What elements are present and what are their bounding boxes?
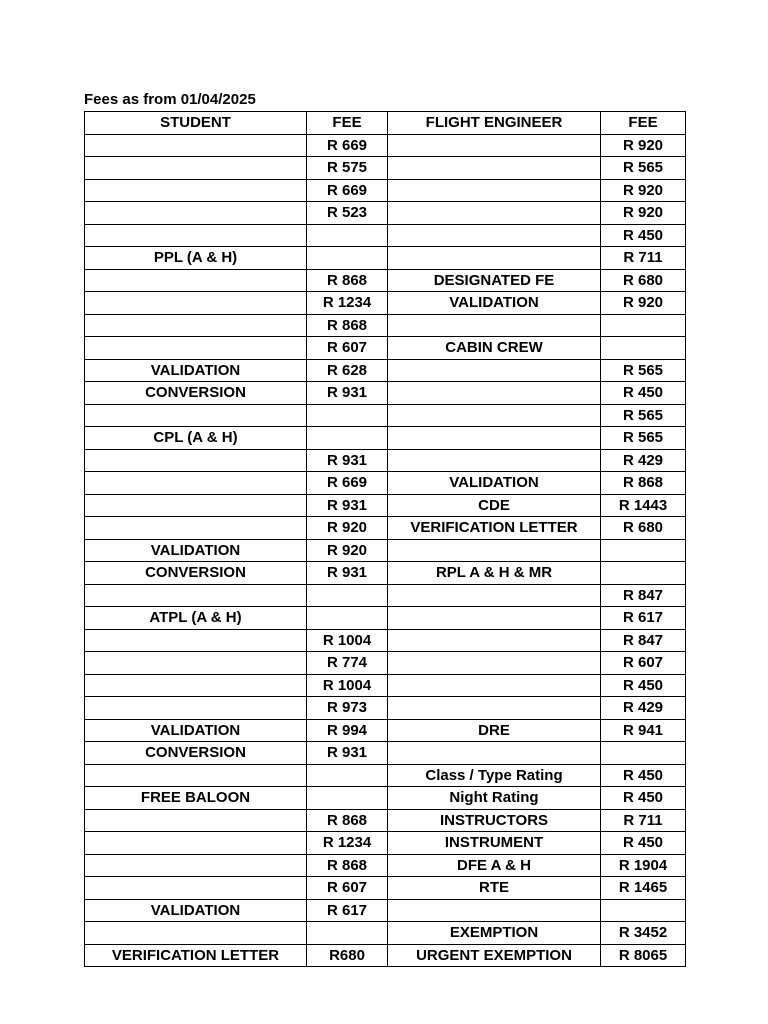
flight-engineer-cell: DRE	[388, 719, 601, 742]
column-header-fee: FEE	[601, 112, 686, 135]
flight-engineer-cell: URGENT EXEMPTION	[388, 944, 601, 967]
student-cell	[85, 337, 307, 360]
student-cell	[85, 652, 307, 675]
student-fee-cell: R 669	[307, 134, 388, 157]
student-cell	[85, 697, 307, 720]
table-row	[85, 134, 686, 157]
student-fee-cell	[307, 404, 388, 427]
table-row	[85, 359, 686, 382]
flight-engineer-cell: VALIDATION	[388, 472, 601, 495]
flight-engineer-fee-cell	[601, 562, 686, 585]
student-cell: VALIDATION	[85, 899, 307, 922]
student-fee-cell: R 920	[307, 517, 388, 540]
table-row	[85, 472, 686, 495]
flight-engineer-fee-cell: R 450	[601, 764, 686, 787]
student-cell	[85, 764, 307, 787]
student-cell	[85, 517, 307, 540]
student-fee-cell	[307, 247, 388, 270]
flight-engineer-fee-cell: R 680	[601, 517, 686, 540]
table-row	[85, 314, 686, 337]
table-row	[85, 742, 686, 765]
flight-engineer-cell	[388, 697, 601, 720]
student-cell	[85, 922, 307, 945]
table-row	[85, 449, 686, 472]
table-row	[85, 517, 686, 540]
student-fee-cell: R 973	[307, 697, 388, 720]
flight-engineer-fee-cell: R 3452	[601, 922, 686, 945]
flight-engineer-cell	[388, 449, 601, 472]
flight-engineer-cell	[388, 427, 601, 450]
student-cell	[85, 629, 307, 652]
student-fee-cell: R 523	[307, 202, 388, 225]
table-row	[85, 652, 686, 675]
student-fee-cell: R 994	[307, 719, 388, 742]
student-fee-cell: R 774	[307, 652, 388, 675]
student-cell	[85, 584, 307, 607]
student-fee-cell: R 868	[307, 854, 388, 877]
student-cell: VALIDATION	[85, 719, 307, 742]
student-cell	[85, 134, 307, 157]
student-cell	[85, 404, 307, 427]
flight-engineer-fee-cell: R 941	[601, 719, 686, 742]
flight-engineer-fee-cell	[601, 539, 686, 562]
student-cell	[85, 224, 307, 247]
table-row	[85, 292, 686, 315]
flight-engineer-fee-cell: R 920	[601, 292, 686, 315]
student-fee-cell: R 617	[307, 899, 388, 922]
flight-engineer-cell	[388, 359, 601, 382]
fees-table	[84, 111, 686, 967]
table-body	[85, 134, 686, 967]
flight-engineer-cell	[388, 314, 601, 337]
table-row	[85, 539, 686, 562]
table-row	[85, 922, 686, 945]
student-cell	[85, 854, 307, 877]
table-row	[85, 224, 686, 247]
flight-engineer-cell	[388, 742, 601, 765]
flight-engineer-fee-cell: R 607	[601, 652, 686, 675]
table-row	[85, 494, 686, 517]
flight-engineer-fee-cell: R 920	[601, 179, 686, 202]
flight-engineer-cell: Class / Type Rating	[388, 764, 601, 787]
flight-engineer-cell	[388, 382, 601, 405]
student-cell	[85, 179, 307, 202]
flight-engineer-fee-cell: R 1904	[601, 854, 686, 877]
flight-engineer-fee-cell: R 617	[601, 607, 686, 630]
student-cell	[85, 674, 307, 697]
flight-engineer-fee-cell: R 8065	[601, 944, 686, 967]
flight-engineer-cell	[388, 179, 601, 202]
table-row	[85, 674, 686, 697]
flight-engineer-cell: VALIDATION	[388, 292, 601, 315]
flight-engineer-fee-cell: R 429	[601, 449, 686, 472]
student-fee-cell	[307, 584, 388, 607]
student-fee-cell: R 1234	[307, 292, 388, 315]
student-fee-cell	[307, 922, 388, 945]
flight-engineer-fee-cell: R 920	[601, 202, 686, 225]
flight-engineer-fee-cell: R 1465	[601, 877, 686, 900]
table-row	[85, 202, 686, 225]
table-row	[85, 854, 686, 877]
flight-engineer-fee-cell: R 450	[601, 832, 686, 855]
table-row	[85, 719, 686, 742]
flight-engineer-cell: RTE	[388, 877, 601, 900]
student-cell	[85, 292, 307, 315]
student-cell	[85, 449, 307, 472]
column-header-flight-engineer: FLIGHT ENGINEER	[388, 112, 601, 135]
student-fee-cell: R 669	[307, 179, 388, 202]
flight-engineer-fee-cell: R 565	[601, 427, 686, 450]
column-header-fee: FEE	[307, 112, 388, 135]
flight-engineer-cell	[388, 404, 601, 427]
student-fee-cell	[307, 764, 388, 787]
table-row	[85, 584, 686, 607]
table-row	[85, 899, 686, 922]
student-cell: ATPL (A & H)	[85, 607, 307, 630]
flight-engineer-fee-cell: R 565	[601, 404, 686, 427]
flight-engineer-cell	[388, 674, 601, 697]
student-cell: FREE BALOON	[85, 787, 307, 810]
student-fee-cell	[307, 427, 388, 450]
student-fee-cell: R 1234	[307, 832, 388, 855]
flight-engineer-cell	[388, 652, 601, 675]
flight-engineer-cell: DFE A & H	[388, 854, 601, 877]
student-fee-cell: R 628	[307, 359, 388, 382]
student-cell	[85, 877, 307, 900]
student-fee-cell: R 868	[307, 809, 388, 832]
student-cell	[85, 157, 307, 180]
student-fee-cell: R 607	[307, 877, 388, 900]
flight-engineer-cell	[388, 539, 601, 562]
student-cell: VALIDATION	[85, 359, 307, 382]
student-cell	[85, 809, 307, 832]
flight-engineer-cell	[388, 157, 601, 180]
student-cell: CONVERSION	[85, 382, 307, 405]
table-row	[85, 607, 686, 630]
flight-engineer-fee-cell: R 847	[601, 584, 686, 607]
flight-engineer-fee-cell: R 450	[601, 674, 686, 697]
flight-engineer-fee-cell: R 847	[601, 629, 686, 652]
flight-engineer-cell	[388, 247, 601, 270]
student-fee-cell: R 931	[307, 562, 388, 585]
student-cell	[85, 832, 307, 855]
student-cell: PPL (A & H)	[85, 247, 307, 270]
student-fee-cell: R 1004	[307, 674, 388, 697]
flight-engineer-fee-cell	[601, 899, 686, 922]
student-fee-cell	[307, 224, 388, 247]
flight-engineer-fee-cell: R 450	[601, 787, 686, 810]
student-fee-cell: R 868	[307, 269, 388, 292]
table-row	[85, 809, 686, 832]
table-row	[85, 337, 686, 360]
student-fee-cell: R680	[307, 944, 388, 967]
flight-engineer-fee-cell: R 429	[601, 697, 686, 720]
flight-engineer-fee-cell: R 711	[601, 809, 686, 832]
flight-engineer-fee-cell	[601, 337, 686, 360]
table-row	[85, 629, 686, 652]
flight-engineer-cell: CABIN CREW	[388, 337, 601, 360]
flight-engineer-cell	[388, 584, 601, 607]
flight-engineer-fee-cell: R 680	[601, 269, 686, 292]
table-header-row	[85, 112, 686, 135]
table-row	[85, 877, 686, 900]
flight-engineer-fee-cell: R 1443	[601, 494, 686, 517]
student-cell: VERIFICATION LETTER	[85, 944, 307, 967]
student-cell: VALIDATION	[85, 539, 307, 562]
flight-engineer-cell: EXEMPTION	[388, 922, 601, 945]
flight-engineer-cell	[388, 899, 601, 922]
column-header-student: STUDENT	[85, 112, 307, 135]
student-fee-cell: R 931	[307, 449, 388, 472]
student-cell	[85, 472, 307, 495]
student-cell: CPL (A & H)	[85, 427, 307, 450]
table-row	[85, 764, 686, 787]
flight-engineer-cell: INSTRUMENT	[388, 832, 601, 855]
student-fee-cell	[307, 607, 388, 630]
flight-engineer-cell: DESIGNATED FE	[388, 269, 601, 292]
table-row	[85, 832, 686, 855]
table-row	[85, 562, 686, 585]
student-fee-cell: R 931	[307, 382, 388, 405]
table-row	[85, 697, 686, 720]
flight-engineer-cell	[388, 134, 601, 157]
table-row	[85, 787, 686, 810]
flight-engineer-cell: CDE	[388, 494, 601, 517]
flight-engineer-cell: INSTRUCTORS	[388, 809, 601, 832]
student-cell: CONVERSION	[85, 742, 307, 765]
student-cell	[85, 494, 307, 517]
student-cell	[85, 314, 307, 337]
student-fee-cell: R 607	[307, 337, 388, 360]
page-title: Fees as from 01/04/2025	[84, 91, 256, 108]
flight-engineer-cell: Night Rating	[388, 787, 601, 810]
flight-engineer-fee-cell: R 711	[601, 247, 686, 270]
student-fee-cell: R 868	[307, 314, 388, 337]
table-row	[85, 427, 686, 450]
table-row	[85, 269, 686, 292]
table-row	[85, 404, 686, 427]
flight-engineer-fee-cell	[601, 314, 686, 337]
flight-engineer-cell	[388, 607, 601, 630]
student-fee-cell: R 669	[307, 472, 388, 495]
flight-engineer-fee-cell: R 565	[601, 157, 686, 180]
student-cell	[85, 269, 307, 292]
table-row	[85, 247, 686, 270]
student-cell: CONVERSION	[85, 562, 307, 585]
table-row	[85, 179, 686, 202]
flight-engineer-fee-cell: R 920	[601, 134, 686, 157]
student-fee-cell	[307, 787, 388, 810]
flight-engineer-fee-cell: R 565	[601, 359, 686, 382]
flight-engineer-fee-cell	[601, 742, 686, 765]
flight-engineer-fee-cell: R 868	[601, 472, 686, 495]
flight-engineer-fee-cell: R 450	[601, 224, 686, 247]
student-fee-cell: R 931	[307, 494, 388, 517]
student-fee-cell: R 575	[307, 157, 388, 180]
flight-engineer-cell	[388, 629, 601, 652]
student-fee-cell: R 920	[307, 539, 388, 562]
student-cell	[85, 202, 307, 225]
table-row	[85, 944, 686, 967]
student-fee-cell: R 1004	[307, 629, 388, 652]
flight-engineer-cell: RPL A & H & MR	[388, 562, 601, 585]
flight-engineer-cell	[388, 202, 601, 225]
flight-engineer-cell	[388, 224, 601, 247]
table-row	[85, 382, 686, 405]
flight-engineer-fee-cell: R 450	[601, 382, 686, 405]
flight-engineer-cell: VERIFICATION LETTER	[388, 517, 601, 540]
table-row	[85, 157, 686, 180]
student-fee-cell: R 931	[307, 742, 388, 765]
